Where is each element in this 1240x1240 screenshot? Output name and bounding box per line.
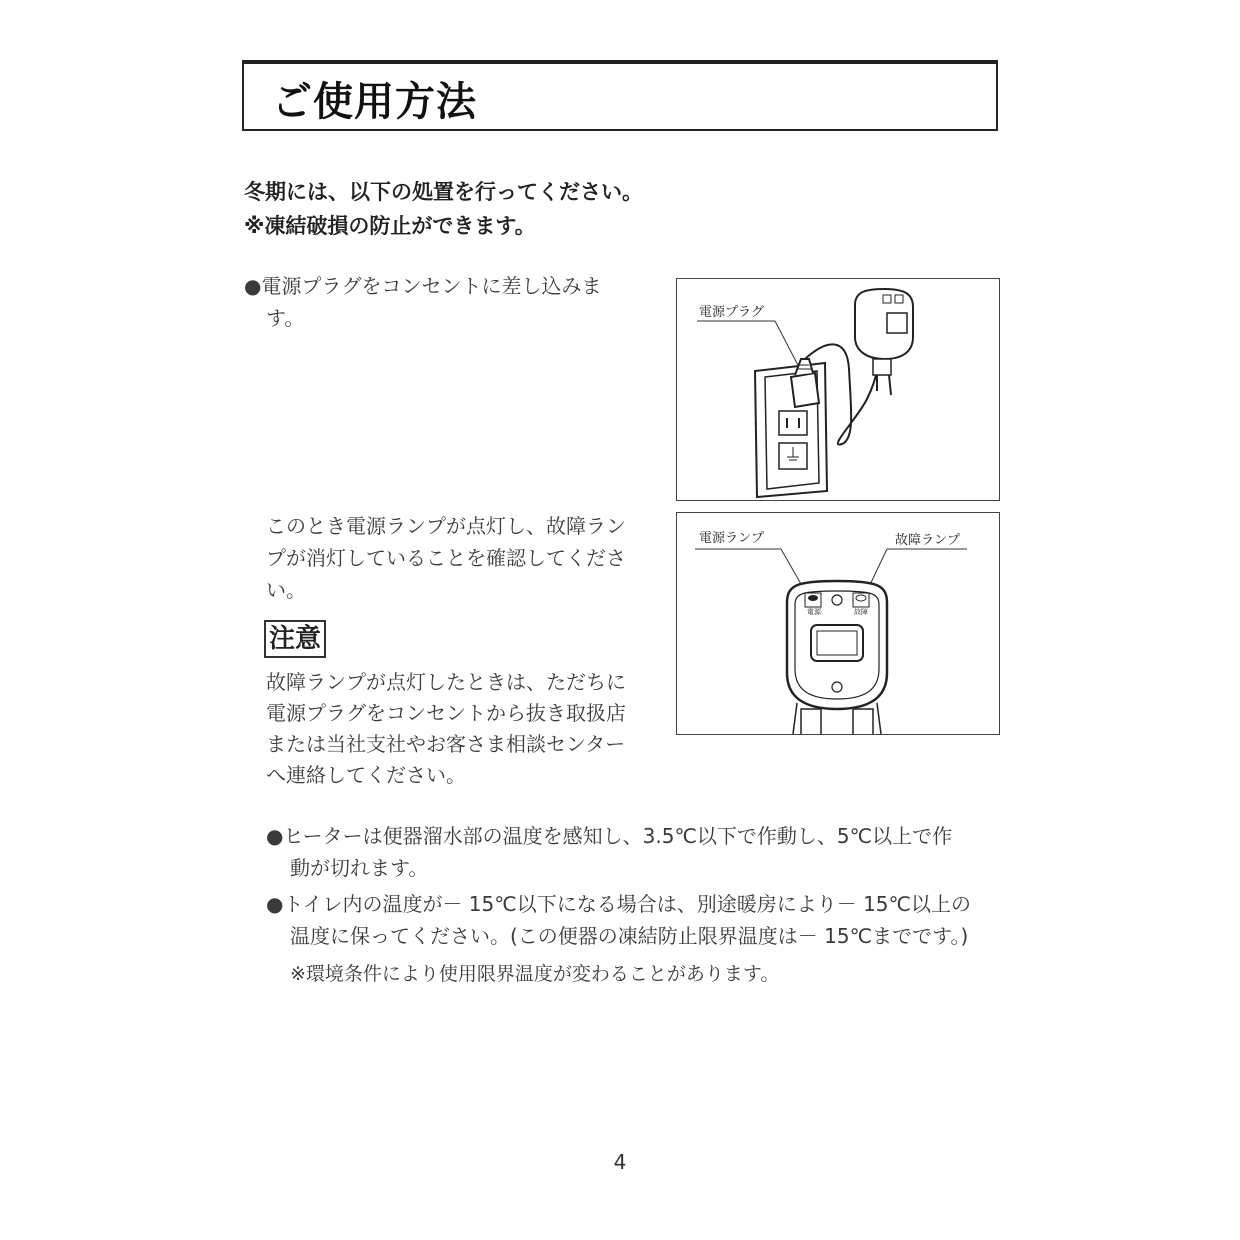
plug-outlet-figure	[676, 278, 1000, 501]
power-lamp-label: 電源ランプ	[699, 531, 765, 546]
step1-line-2: す。	[266, 306, 305, 330]
condition-note: ※環境条件により使用限界温度が変わることがあります。	[290, 963, 780, 985]
caution-line-1: 故障ランプが点灯したときは、ただちに	[266, 670, 626, 694]
caution-heading: 注意	[264, 620, 326, 658]
page-number: 4	[613, 1150, 627, 1174]
caution-line-4: へ連絡してください。	[266, 763, 466, 787]
plug-label: 電源プラグ	[699, 305, 765, 320]
step2-line-2: プが消灯していることを確認してくださ	[266, 546, 626, 570]
step1-line-1: ●電源プラグをコンセントに差し込みま	[244, 274, 602, 298]
page-title: ご使用方法	[272, 79, 477, 125]
power-lamp-text: 電源	[807, 608, 821, 616]
heater-note-line-1: ●ヒーターは便器溜水部の温度を感知し、3.5℃以下で作動し、5℃以上で作	[266, 824, 953, 848]
heater-note-line-2: 動が切れます。	[290, 856, 429, 880]
caution-line-3: または当社支社やお客さま相談センター	[266, 732, 626, 756]
title-box	[242, 60, 998, 131]
temperature-note-line-1: ●トイレ内の温度が－ 15℃以下になる場合は、別途暖房により－ 15℃以上の	[266, 892, 971, 916]
temperature-note-line-2: 温度に保ってください。(この便器の凍結防止限界温度は－ 15℃までです。)	[290, 924, 969, 948]
fault-lamp-text: 故障	[854, 608, 868, 616]
step2-line-3: い。	[266, 578, 306, 602]
step2-line-1: このとき電源ランプが点灯し、故障ラン	[266, 514, 626, 538]
intro-line-2: ※凍結破損の防止ができます。	[244, 214, 536, 238]
caution-line-2: 電源プラグをコンセントから抜き取扱店	[266, 701, 626, 725]
fault-lamp-label: 故障ランプ	[895, 533, 961, 548]
intro-line-1: 冬期には、以下の処置を行ってください。	[244, 180, 643, 204]
lamp-figure	[676, 512, 1000, 735]
